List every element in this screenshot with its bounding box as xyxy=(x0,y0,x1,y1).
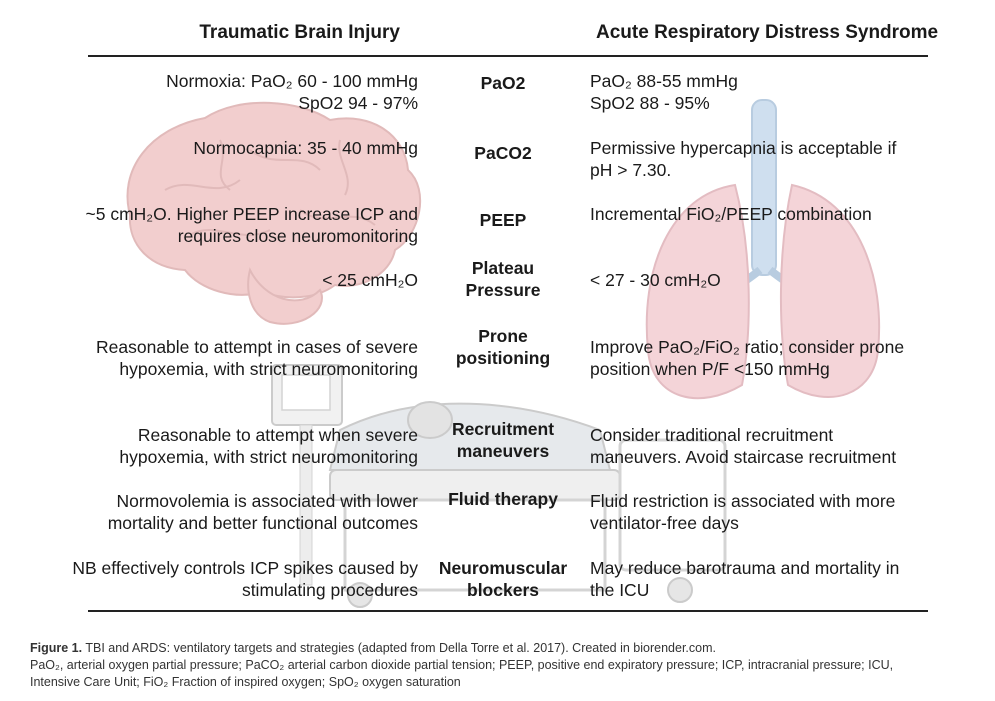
ards-fluid-line1: Fluid restriction is associated with more xyxy=(590,491,896,511)
tbi-paco2 xyxy=(193,137,418,159)
ards-recruitment-line2: maneuvers. Avoid staircase recruitment xyxy=(590,447,897,467)
ards-recruitment xyxy=(590,424,896,468)
caption-line3: Intensive Care Unit; FiO₂ Fraction of inspired oxygen; SpO₂ oxygen saturation xyxy=(30,675,461,689)
tbi-pao2-line2: SpO2 94 - 97% xyxy=(298,93,418,113)
param-recruitment xyxy=(432,418,574,462)
param-pao2: PaO2 xyxy=(480,73,526,93)
tbi-peep-line2: requires close neuromonitoring xyxy=(177,226,418,246)
param-plateau xyxy=(432,257,574,301)
ards-paco2 xyxy=(590,137,896,181)
caption-line2: PaO₂, arterial oxygen partial pressure; PaCO₂ arterial carbon dioxide partial tension; PEEP, positive end expiratory pressure; ICP, intracranial pressure; ICU, xyxy=(30,658,894,672)
tbi-pao2 xyxy=(166,70,418,114)
top-rule xyxy=(88,55,928,57)
ards-fluid xyxy=(590,490,895,534)
bottom-rule xyxy=(88,610,928,612)
param-plateau-line2: Pressure xyxy=(465,280,541,300)
ards-pao2-line1: PaO₂ 88-55 mmHg xyxy=(590,71,738,91)
ards-plateau-line1: < 27 - 30 cmH₂O xyxy=(590,270,721,290)
ards-fluid-line2: ventilator-free days xyxy=(590,513,739,533)
header-ards: Acute Respiratory Distress Syndrome xyxy=(596,22,939,43)
tbi-peep xyxy=(86,203,418,247)
ards-pao2 xyxy=(590,70,738,114)
tbi-peep-line1: ~5 cmH₂O. Higher PEEP increase ICP and xyxy=(85,204,418,224)
param-plateau-line1: Plateau xyxy=(471,258,535,278)
ards-nmb-line2: the ICU xyxy=(590,580,650,600)
param-nmb-line2: blockers xyxy=(467,580,539,600)
tbi-recruitment-line2: hypoxemia, with strict neuromonitoring xyxy=(119,447,418,467)
tbi-fluid-line2: mortality and better functional outcomes xyxy=(107,513,418,533)
param-nmb xyxy=(432,557,574,601)
tbi-recruitment xyxy=(119,424,418,468)
tbi-prone xyxy=(96,336,418,380)
caption-label: Figure 1. xyxy=(30,641,83,655)
ards-prone-line1: Improve PaO₂/FiO₂ ratio; consider prone xyxy=(590,337,905,357)
tbi-plateau xyxy=(322,269,418,291)
tbi-fluid-line1: Normovolemia is associated with lower xyxy=(116,491,418,511)
ards-nmb-line1: May reduce barotrauma and mortality in xyxy=(590,558,900,578)
param-paco2: PaCO2 xyxy=(474,143,532,163)
ards-peep xyxy=(590,203,872,225)
ards-recruitment-line1: Consider traditional recruitment xyxy=(590,425,834,445)
ards-nmb xyxy=(590,557,899,601)
tbi-nmb-line1: NB effectively controls ICP spikes caused by xyxy=(72,558,418,578)
ards-paco2-line2: pH > 7.30. xyxy=(590,160,672,180)
tbi-recruitment-line1: Reasonable to attempt when severe xyxy=(137,425,418,445)
ards-paco2-line1: Permissive hypercapnia is acceptable if xyxy=(590,138,897,158)
tbi-prone-line2: hypoxemia, with strict neuromonitoring xyxy=(119,359,418,379)
tbi-fluid xyxy=(108,490,418,534)
ards-plateau xyxy=(590,269,721,291)
ards-prone xyxy=(590,336,904,380)
tbi-paco2-line1: Normocapnia: 35 - 40 mmHg xyxy=(193,138,418,158)
param-prone xyxy=(432,325,574,369)
tbi-pao2-line1: Normoxia: PaO₂ 60 - 100 mmHg xyxy=(166,71,418,91)
header-tbi: Traumatic Brain Injury xyxy=(199,22,400,43)
ards-prone-line2: position when P/F <150 mmHg xyxy=(590,359,830,379)
param-fluid: Fluid therapy xyxy=(448,489,558,509)
param-recruitment-line2: maneuvers xyxy=(456,441,550,461)
tbi-prone-line1: Reasonable to attempt in cases of severe xyxy=(96,337,418,357)
param-peep: PEEP xyxy=(479,210,527,230)
caption-line1: TBI and ARDS: ventilatory targets and strategies (adapted from Della Torre et al. 2017). Created in biorender.com. xyxy=(85,641,716,655)
param-prone-line2: positioning xyxy=(455,348,551,368)
param-recruitment-line1: Recruitment xyxy=(451,419,555,439)
tbi-nmb-line2: stimulating procedures xyxy=(241,580,418,600)
figure-caption xyxy=(30,640,990,691)
tbi-plateau-line1: < 25 cmH₂O xyxy=(322,270,418,290)
param-prone-line1: Prone xyxy=(478,326,528,346)
ards-pao2-line2: SpO2 88 - 95% xyxy=(590,93,710,113)
param-nmb-line1: Neuromuscular xyxy=(438,558,568,578)
ards-peep-line1: Incremental FiO₂/PEEP combination xyxy=(590,204,872,224)
tbi-nmb xyxy=(72,557,418,601)
